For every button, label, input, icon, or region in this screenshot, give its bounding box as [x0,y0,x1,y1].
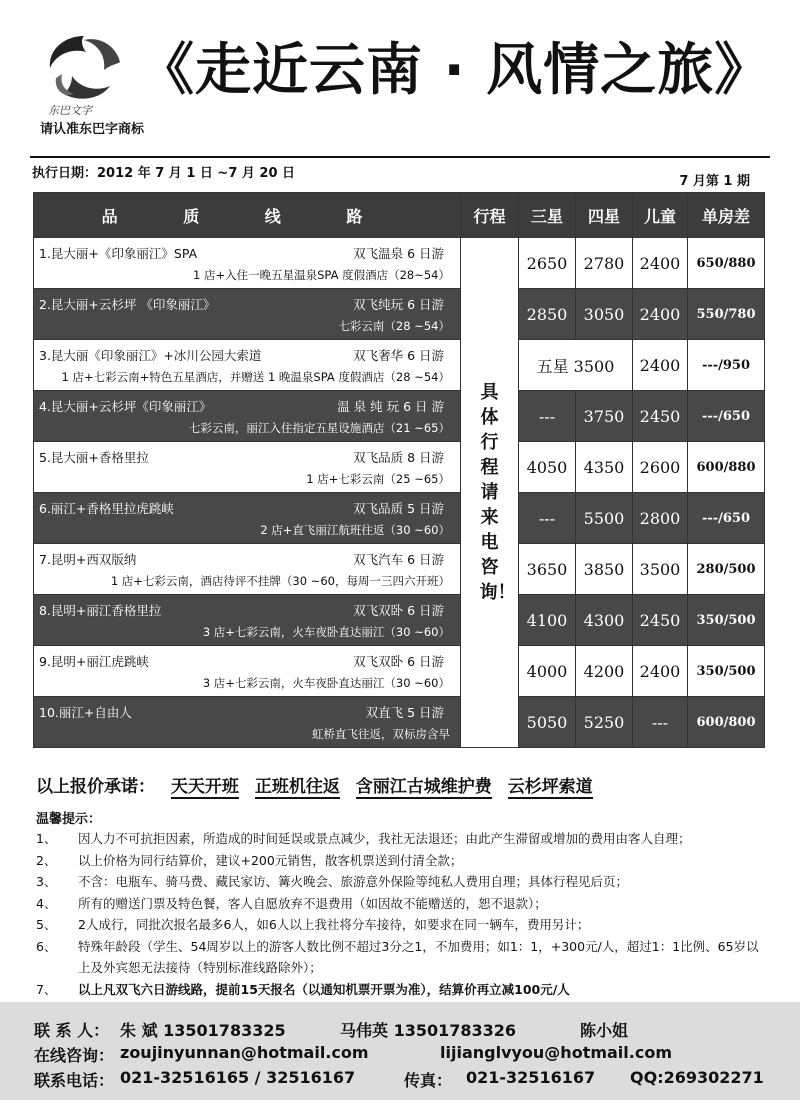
route-name: 8.昆明+丽江香格里拉 [39,603,162,618]
route-note: 七彩云南，丽江入住指定五星设施酒店（21 ~65） [188,421,450,435]
route-name: 10.丽江+自由人 [39,705,132,720]
route-name: 5.昆大丽+香格里拉 [39,450,149,465]
tip-item [36,936,766,979]
route-note: 3 店+七彩云南，火车夜卧直达丽江（30 ~60） [202,676,450,690]
tip-text: 2人成行，同批次报名最多6人，如6人以上我社将分车接待，如要求在同一辆车，费用另计； [78,917,590,932]
price-single-supplement: 600/800 [688,697,765,748]
tip-item [36,850,766,872]
price-three-star: 2850 [519,289,576,340]
route-type: 温 泉 纯 玩 6 日 游 [337,399,444,414]
route-cell [34,493,461,544]
contact-phones: 021-32516165 / 32516167 [120,1068,356,1087]
column-header-three-star: 三星 [519,193,576,238]
fax-label: 传真： [404,1071,453,1090]
issue-number: 7 月第 1 期 [679,174,750,189]
table-row [34,442,765,493]
route-type: 双飞奢华 6 日游 [353,348,444,363]
contact-person: 马伟英 13501783326 [340,1021,517,1040]
price-three-star: 4050 [519,442,576,493]
price-single-supplement: 600/880 [688,442,765,493]
qq-number: QQ:269302271 [630,1068,764,1087]
price-four-star: 4300 [576,595,633,646]
tips-list [36,828,766,1000]
price-single-supplement: ---/650 [688,493,765,544]
contact-phone-label: 联系电话： [34,1071,115,1090]
fax-number: 021-32516167 [466,1068,596,1087]
route-type: 双飞品质 5 日游 [353,501,444,516]
price-single-supplement: 550/780 [688,289,765,340]
title-divider [30,156,770,158]
route-name: 3.昆大丽《印象丽江》+冰川公园大索道 [39,348,262,363]
price-four-star: 5250 [576,697,633,748]
table-row [34,544,765,595]
route-note: 1 店+七彩云南（25 ~65） [306,472,450,486]
tip-text: 不含：电瓶车、骑马费、藏民家访、篝火晚会、旅游意外保险等纯私人费用自理；具体行程见后页； [78,874,629,889]
tip-item [36,893,766,915]
tip-number: 7、 [36,981,57,997]
price-five-star: 五星 3500 [519,340,633,391]
table-row [34,289,765,340]
price-four-star: 3750 [576,391,633,442]
route-note: 3 店+七彩云南，火车夜卧直达丽江（30 ~60） [202,625,450,639]
tip-item [36,979,766,1001]
tip-number: 5、 [36,917,57,932]
price-four-star: 4350 [576,442,633,493]
price-single-supplement: ---/650 [688,391,765,442]
price-child: 2600 [633,442,688,493]
contact-footer [0,1002,800,1100]
price-child: 2800 [633,493,688,544]
column-header-four-star: 四星 [576,193,633,238]
route-note: 1 店+七彩云南，酒店待评不挂牌（30 ~60，每周一三四六开班） [110,574,450,588]
route-cell [34,289,461,340]
tip-item [36,914,766,936]
price-child: 2400 [633,238,688,289]
route-type: 双飞纯玩 6 日游 [353,297,444,312]
tip-text: 因人力不可抗拒因素，所造成的时间延误或景点减少，我社无法退还；由此产生滞留或增加的费用由客人自理； [78,831,691,846]
tip-text: 以上价格为同行结算价，建议+200元销售，散客机票送到付清全款； [78,852,463,868]
price-four-star: 3850 [576,544,633,595]
table-row [34,646,765,697]
svg-text:东巴文字: 东巴文字 [48,104,92,117]
route-cell [34,544,461,595]
email-link[interactable]: zoujinyunnan@hotmail.com [120,1043,369,1062]
itinerary-cell [461,238,519,748]
tip-number: 6、 [36,938,57,954]
price-single-supplement: 280/500 [688,544,765,595]
contact-people-label: 联 系 人： [34,1021,110,1040]
route-cell [34,646,461,697]
price-three-star: 5050 [519,697,576,748]
price-child: 2400 [633,340,688,391]
table-row [34,391,765,442]
route-cell [34,340,461,391]
price-three-star: 2650 [519,238,576,289]
price-single-supplement: 350/500 [688,595,765,646]
price-promise [36,772,593,797]
column-header-route: 品 质 线 路 [34,193,461,238]
price-three-star: --- [519,391,576,442]
price-four-star: 2780 [576,238,633,289]
table-row [34,697,765,748]
route-name: 4.昆大丽+云杉坪《印象丽江》 [39,399,212,414]
route-name: 9.昆明+丽江虎跳峡 [39,654,149,669]
price-single-supplement: 350/500 [688,646,765,697]
table-row [34,493,765,544]
contact-person: 朱 斌 13501783325 [120,1021,286,1040]
contact-person: 陈小姐 [580,1021,629,1040]
route-type: 双飞温泉 6 日游 [353,246,444,261]
page-title: 《走近云南 · 风情之旅》 [138,38,772,103]
trademark-note: 请认准东巴字商标 [40,122,145,137]
price-single-supplement: ---/950 [688,340,765,391]
promise-item: 天天开班 [170,777,239,797]
price-child: 2400 [633,289,688,340]
price-table [33,192,765,748]
price-four-star: 5500 [576,493,633,544]
tip-number: 3、 [36,874,57,889]
route-type: 双飞汽车 6 日游 [353,552,444,567]
tips-title: 温馨提示： [36,812,102,827]
price-four-star: 4200 [576,646,633,697]
route-cell [34,595,461,646]
email-link[interactable]: lijianglvyou@hotmail.com [440,1043,672,1062]
itinerary-note: 具体行程请来电咨询！ [479,382,516,603]
route-note: 2 店+直飞丽江航班往返（30 ~60） [260,523,450,537]
promise-item: 含丽江古城维护费 [355,777,492,797]
price-single-supplement: 650/880 [688,238,765,289]
tip-item [36,828,766,850]
route-name: 2.昆大丽+云杉坪 《印象丽江》 [39,297,216,312]
table-row [34,238,765,289]
route-name: 7.昆明+西双版纳 [39,552,137,567]
route-type: 双飞品质 8 日游 [353,450,444,465]
route-note: 虹桥直飞往返，双标房含早 [312,727,450,741]
column-header-child: 儿童 [633,193,688,238]
price-child: --- [633,697,688,748]
price-child: 2450 [633,595,688,646]
price-four-star: 3050 [576,289,633,340]
execution-date: 执行日期：2012 年 7 月 1 日 ~7 月 20 日 [32,166,296,181]
route-cell [34,238,461,289]
route-type: 双直飞 5 日游 [365,705,444,720]
route-cell [34,697,461,748]
route-cell [34,391,461,442]
promise-item: 正班机往返 [254,777,340,797]
table-row [34,340,765,391]
route-note: 七彩云南（28 ~54） [338,319,450,333]
price-child: 3500 [633,544,688,595]
price-child: 2450 [633,391,688,442]
promise-item: 云杉坪索道 [507,777,593,797]
route-note: 1 店+入住一晚五星温泉SPA 度假酒店（28~54） [192,268,450,282]
price-three-star: --- [519,493,576,544]
column-header-single-supplement: 单房差 [688,193,765,238]
column-header-itinerary: 行程 [461,193,519,238]
online-consult-label: 在线咨询： [34,1046,115,1065]
price-three-star: 4100 [519,595,576,646]
tip-number: 2、 [36,852,57,868]
tip-item [36,871,766,893]
price-three-star: 3650 [519,544,576,595]
route-type: 双飞双卧 6 日游 [353,603,444,618]
tip-number: 1、 [36,831,57,846]
tip-text: 所有的赠送门票及特色餐，客人自愿放弃不退费用（如因故不能赠送的，恕不退款）； [78,895,547,911]
promise-lead: 以上报价承诺： [36,777,155,797]
price-child: 2400 [633,646,688,697]
tip-text: 以上凡双飞六日游线路，提前15天报名（以通知机票开票为准），结算价再立减100元/人 [78,981,570,997]
route-name: 6.丽江+香格里拉虎跳峡 [39,501,174,516]
company-logo [34,28,134,118]
price-three-star: 4000 [519,646,576,697]
route-note: 1 店+七彩云南+特色五星酒店，并赠送 1 晚温泉SPA 度假酒店（28 ~54） [61,370,450,384]
route-cell [34,442,461,493]
table-header-row [34,193,765,238]
table-row [34,595,765,646]
tip-text: 特殊年龄段（学生、54周岁以上的游客人数比例不超过3分之1，不加费用；如1：1，+300元/人，超过1：1比例、65岁以上及外宾恕无法接待（特别标准线路除外）； [78,938,759,975]
route-type: 双飞双卧 6 日游 [353,654,444,669]
tip-number: 4、 [36,895,57,911]
route-name: 1.昆大丽+《印象丽江》SPA [39,246,198,261]
